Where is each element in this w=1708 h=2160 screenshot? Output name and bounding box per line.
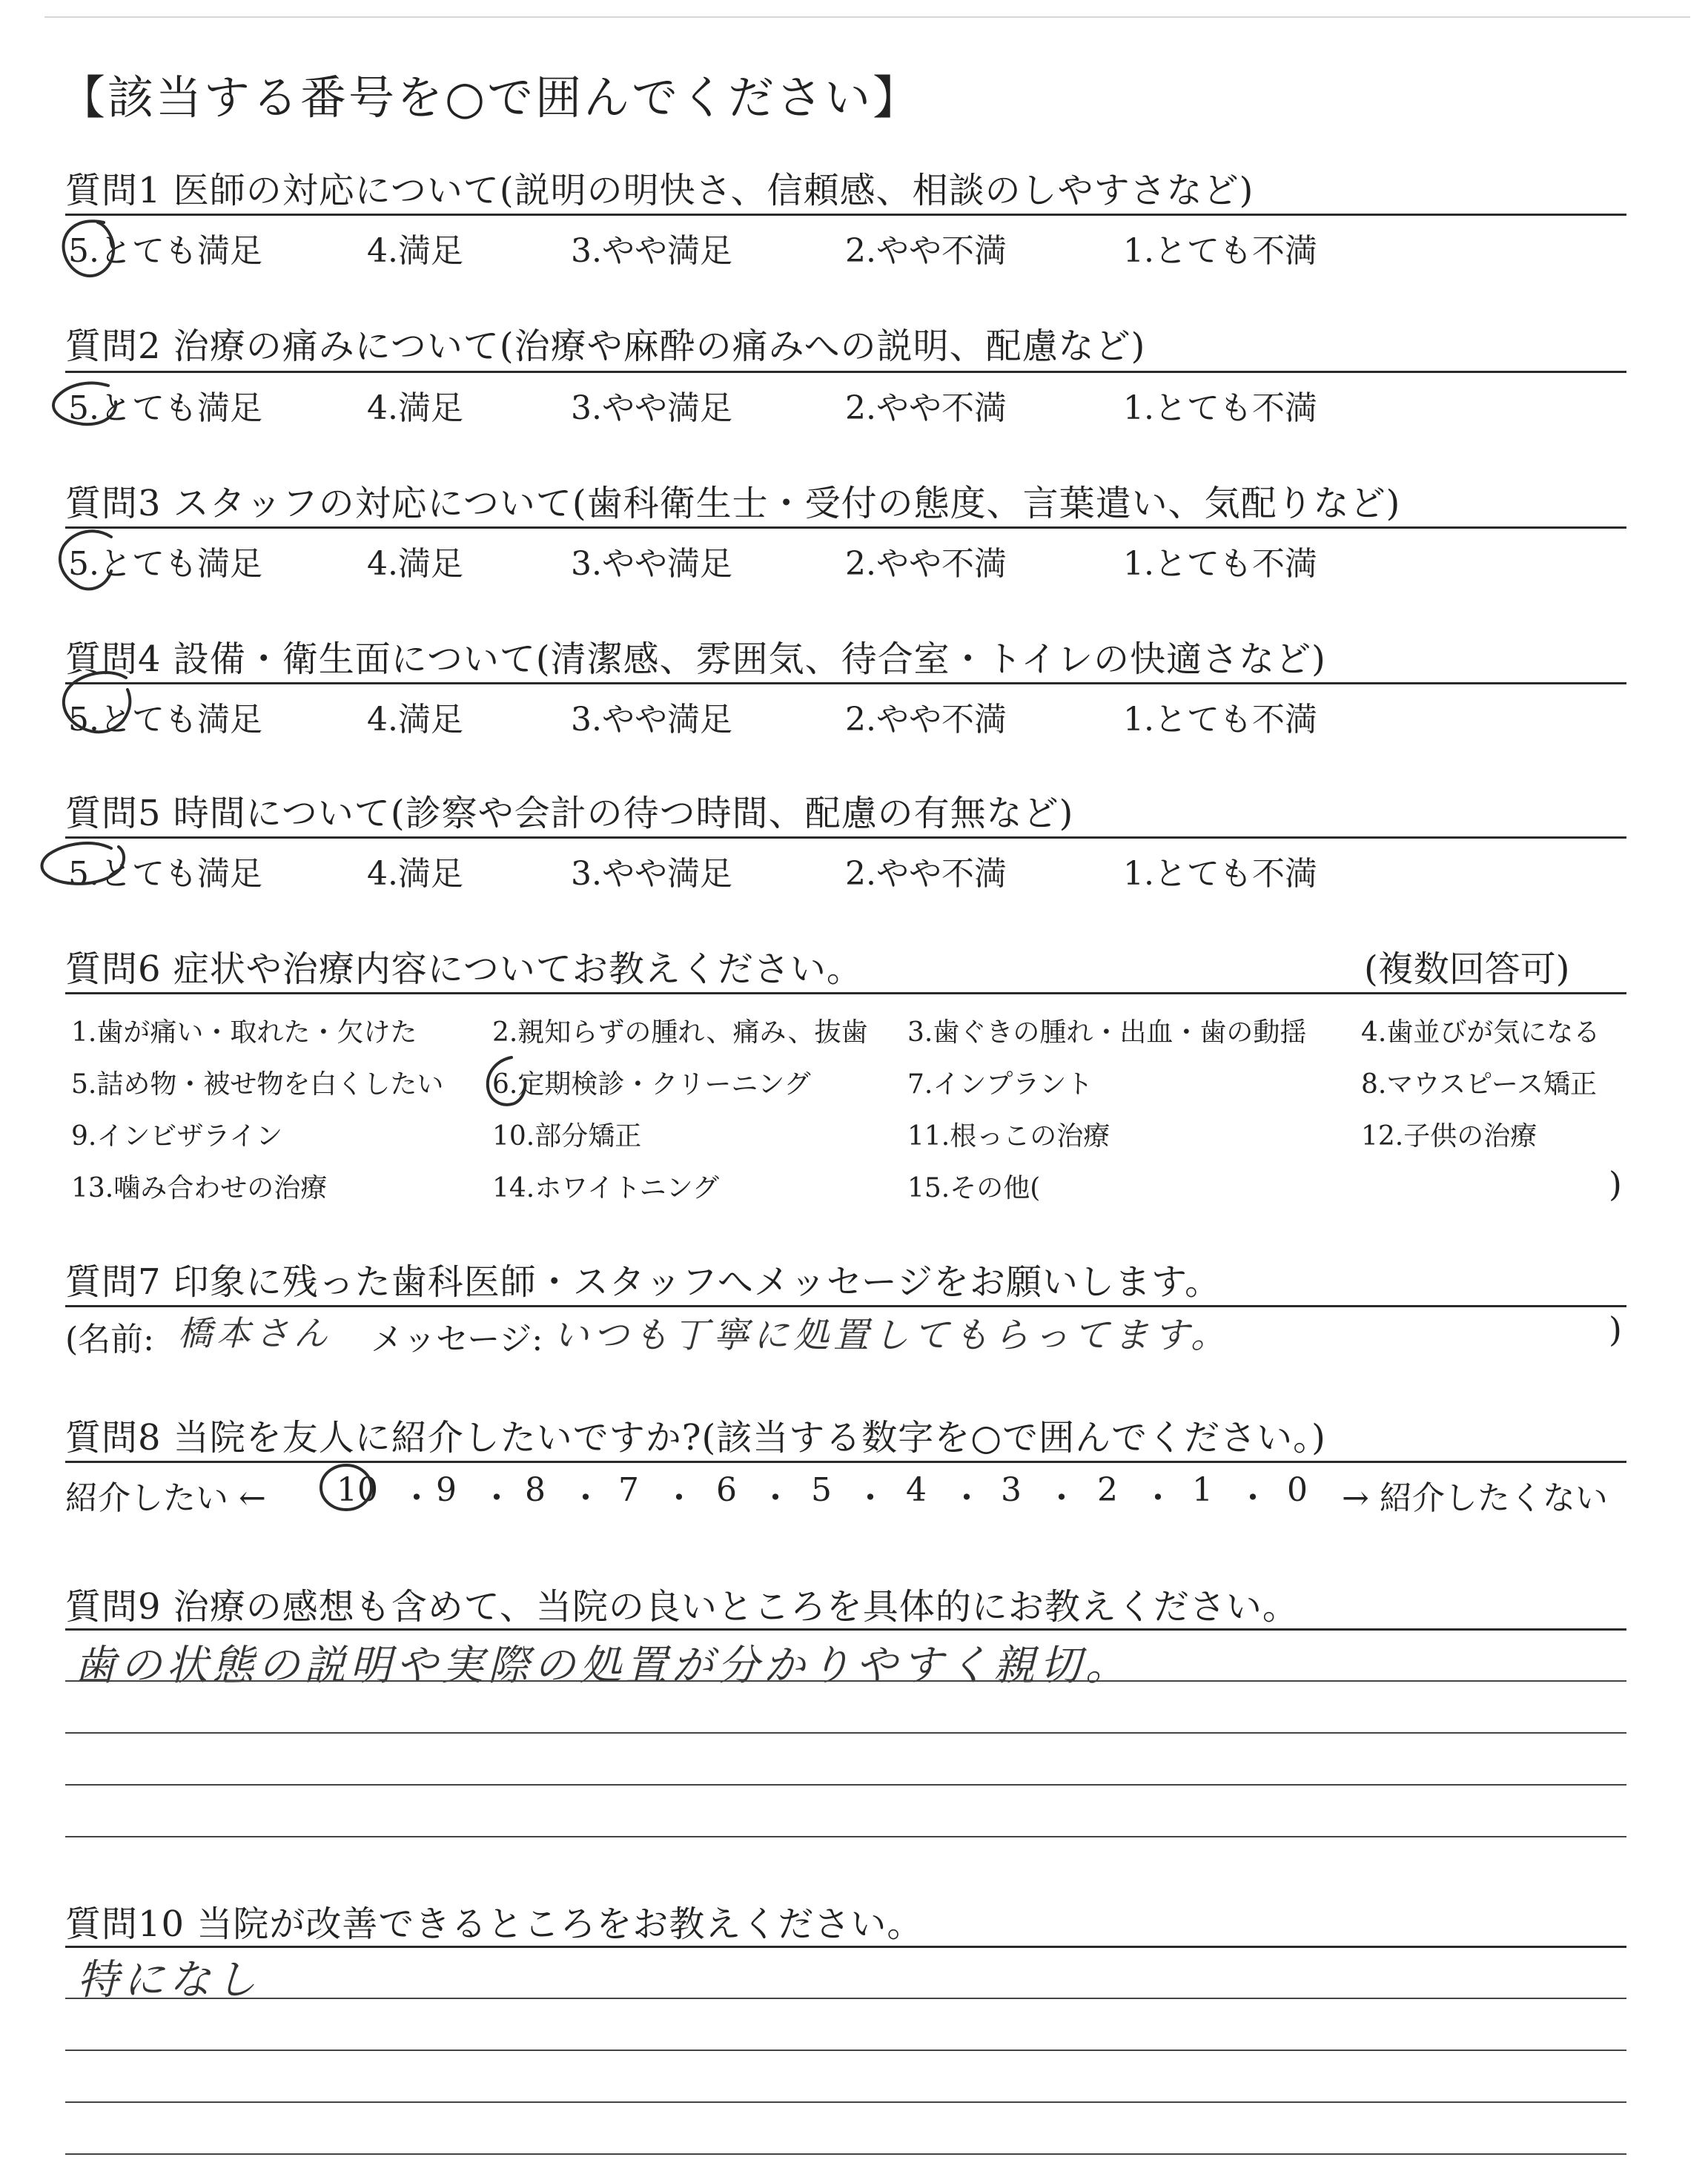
q7-message-label: メッセージ:	[371, 1321, 543, 1358]
q3-option-3[interactable]: 3.やや満足	[571, 545, 732, 583]
question-10-title: 質問10 当院が改善できるところをお教えください。	[65, 1903, 924, 1945]
question-4-title: 質問4 設備・衛生面について(清潔感、雰囲気、待合室・トイレの快適さなど)	[65, 638, 1326, 680]
q1-selection-circle	[64, 221, 114, 276]
q1-option-2[interactable]: 2.やや不満	[845, 232, 1007, 270]
q6-item-12[interactable]: 12.子供の治療	[1361, 1121, 1537, 1152]
q5-selection-circle	[42, 843, 124, 884]
q1-option-4[interactable]: 4.満足	[367, 232, 463, 270]
q8-scale-1[interactable]: 1	[1192, 1471, 1213, 1509]
q8-scale-0[interactable]: 0	[1287, 1471, 1308, 1509]
q1-option-3[interactable]: 3.やや満足	[571, 232, 732, 270]
q8-scale-10[interactable]: 10	[337, 1471, 378, 1509]
q8-right-label: → 紹介したくない	[1342, 1479, 1608, 1517]
q6-item-10[interactable]: 10.部分矯正	[492, 1121, 642, 1152]
q4-option-4[interactable]: 4.満足	[367, 701, 463, 739]
q7-name-handwritten[interactable]: 橋本さん	[178, 1313, 332, 1353]
q7-name-label: (名前:	[65, 1321, 154, 1358]
q8-scale-3[interactable]: 3	[1001, 1471, 1022, 1509]
q5-option-1[interactable]: 1.とても不満	[1123, 855, 1317, 893]
q6-item-2[interactable]: 2.親知らずの腫れ、痛み、抜歯	[492, 1017, 868, 1048]
q8-scale-dot: ・	[569, 1479, 602, 1517]
q8-scale-dot: ・	[759, 1479, 792, 1517]
question-6-title: 質問6 症状や治療内容についてお教えください。	[65, 948, 863, 990]
q8-scale-8[interactable]: 8	[525, 1471, 546, 1509]
q7-close-paren: )	[1609, 1309, 1622, 1350]
question-2-title: 質問2 治療の痛みについて(治療や麻酔の痛みへの説明、配慮など)	[65, 326, 1146, 367]
q2-selection-circle	[53, 383, 116, 425]
q7-message-handwritten[interactable]: いつも丁寧に処置してもらってます。	[553, 1315, 1231, 1356]
question-1-title: 質問1 医師の対応について(説明の明快さ、信頼感、相談のしやすさなど)	[65, 170, 1254, 211]
question-7-title: 質問7 印象に残った歯科医師・スタッフへメッセージをお願いします。	[65, 1261, 1222, 1303]
q2-option-1[interactable]: 1.とても不満	[1123, 389, 1317, 427]
q4-option-2[interactable]: 2.やや不満	[845, 701, 1007, 739]
q6-item-15[interactable]: 15.その他(	[907, 1173, 1041, 1203]
q6-item-9[interactable]: 9.インビザライン	[71, 1121, 283, 1152]
q8-scale-6[interactable]: 6	[716, 1471, 737, 1509]
q6-item-14[interactable]: 14.ホワイトニング	[492, 1173, 720, 1203]
q6-other-close-paren: )	[1609, 1164, 1622, 1204]
q8-selection-circle	[321, 1465, 371, 1510]
q6-item-1[interactable]: 1.歯が痛い・取れた・欠けた	[71, 1017, 417, 1048]
q8-scale-dot: ・	[854, 1479, 887, 1517]
q3-option-2[interactable]: 2.やや不満	[845, 545, 1007, 583]
q8-scale-9[interactable]: 9	[436, 1471, 457, 1509]
q6-item-5[interactable]: 5.詰め物・被せ物を白くしたい	[71, 1069, 444, 1100]
q3-option-4[interactable]: 4.満足	[367, 545, 463, 583]
q1-option-5[interactable]: 5.とても満足	[68, 232, 262, 270]
q2-option-4[interactable]: 4.満足	[367, 389, 463, 427]
q10-answer-handwritten[interactable]: 特になし	[77, 1956, 261, 2004]
question-5-title: 質問5 時間について(診察や会計の待つ時間、配慮の有無など)	[65, 793, 1074, 834]
question-8-title: 質問8 当院を友人に紹介したいですか?(該当する数字を○で囲んでください。)	[65, 1417, 1326, 1459]
q8-left-label: 紹介したい ←	[65, 1479, 266, 1517]
q6-item-4[interactable]: 4.歯並びが気になる	[1361, 1017, 1601, 1048]
q1-option-1[interactable]: 1.とても不満	[1123, 232, 1317, 270]
q6-item-6-selection-circle	[488, 1057, 526, 1105]
q8-scale-dot: ・	[1045, 1479, 1078, 1517]
q6-item-11[interactable]: 11.根っこの治療	[907, 1121, 1110, 1152]
q5-option-5[interactable]: 5.とても満足	[68, 855, 262, 893]
q6-item-6[interactable]: 6.定期検診・クリーニング	[492, 1069, 811, 1100]
q2-option-3[interactable]: 3.やや満足	[571, 389, 732, 427]
q2-option-2[interactable]: 2.やや不満	[845, 389, 1007, 427]
q8-scale-2[interactable]: 2	[1097, 1471, 1118, 1509]
q6-item-13[interactable]: 13.噛み合わせの治療	[71, 1173, 328, 1203]
q5-option-2[interactable]: 2.やや不満	[845, 855, 1007, 893]
question-9-title: 質問9 治療の感想も含めて、当院の良いところを具体的にお教えください。	[65, 1586, 1299, 1628]
q2-option-5[interactable]: 5.とても満足	[68, 389, 262, 427]
q8-scale-dot: ・	[400, 1479, 433, 1517]
q4-selection-circle	[64, 673, 130, 732]
q5-option-3[interactable]: 3.やや満足	[571, 855, 732, 893]
q3-selection-circle	[60, 531, 111, 589]
question-3-title: 質問3 スタッフの対応について(歯科衛生士・受付の態度、言葉遣い、気配りなど)	[65, 483, 1401, 524]
q3-option-5[interactable]: 5.とても満足	[68, 545, 262, 583]
q4-option-5[interactable]: 5.とても満足	[68, 701, 262, 739]
q8-scale-4[interactable]: 4	[906, 1471, 927, 1509]
question-6-note: (複数回答可)	[1364, 948, 1570, 990]
q8-scale-dot: ・	[480, 1479, 513, 1517]
q6-item-8[interactable]: 8.マウスピース矯正	[1361, 1069, 1598, 1100]
q8-scale-dot: ・	[1142, 1479, 1174, 1517]
q3-option-1[interactable]: 1.とても不満	[1123, 545, 1317, 583]
q8-scale-dot: ・	[950, 1479, 983, 1517]
q4-option-3[interactable]: 3.やや満足	[571, 701, 732, 739]
q9-answer-handwritten[interactable]: 歯の状態の説明や実際の処置が分かりやすく親切。	[74, 1642, 1131, 1690]
q6-item-3[interactable]: 3.歯ぐきの腫れ・出血・歯の動揺	[907, 1017, 1307, 1048]
q6-item-7[interactable]: 7.インプラント	[907, 1069, 1093, 1100]
q4-option-1[interactable]: 1.とても不満	[1123, 701, 1317, 739]
q8-scale-7[interactable]: 7	[618, 1471, 639, 1509]
q5-option-4[interactable]: 4.満足	[367, 855, 463, 893]
q8-scale-dot: ・	[663, 1479, 695, 1517]
q8-scale-5[interactable]: 5	[811, 1471, 832, 1509]
q8-scale-dot: ・	[1237, 1479, 1269, 1517]
page-title: 【該当する番号を○で囲んでください】	[59, 70, 921, 125]
